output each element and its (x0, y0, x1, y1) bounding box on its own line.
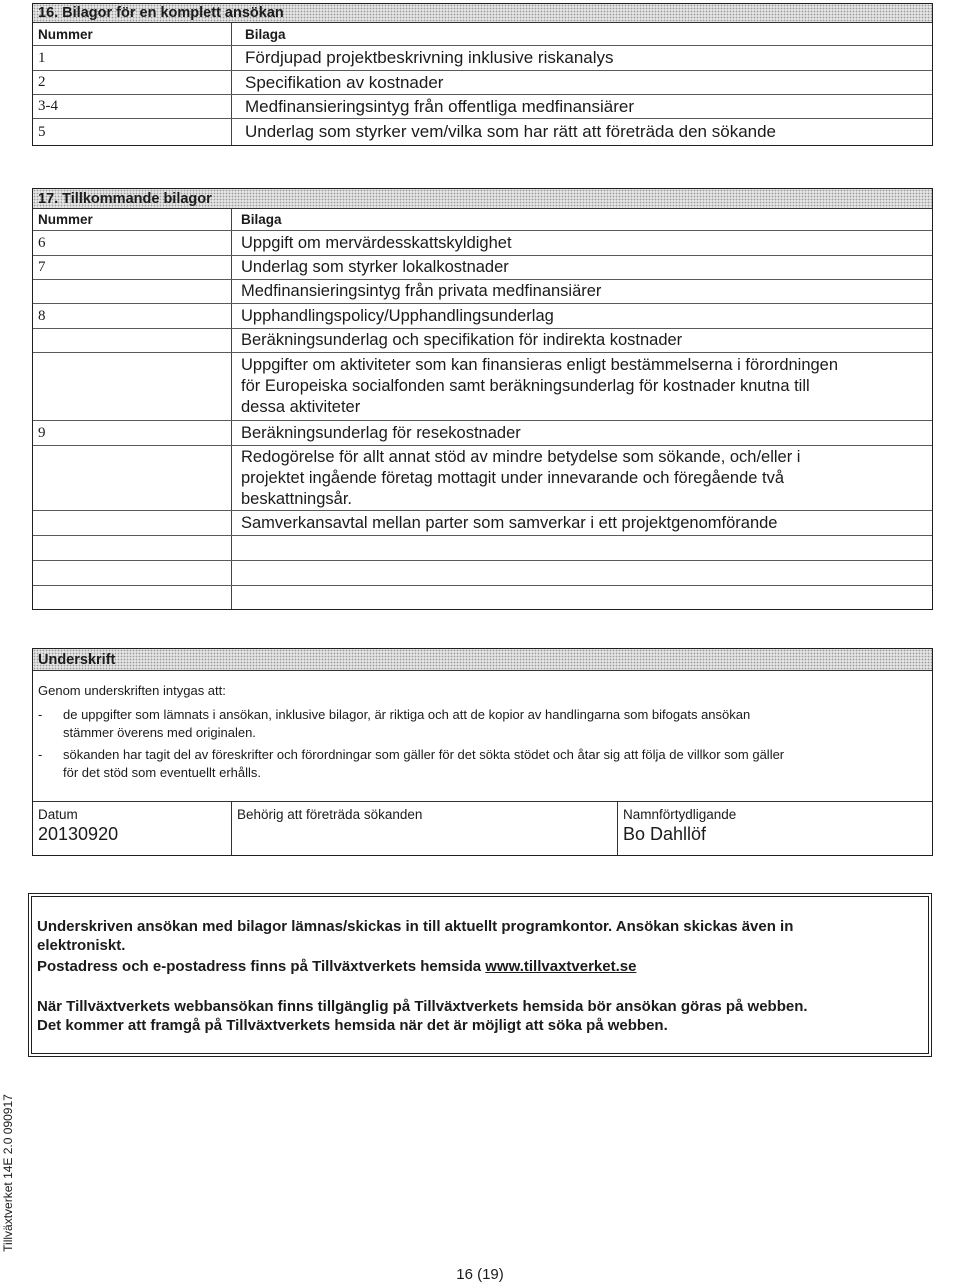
row-attachment-text-line: dessa aktiviteter (241, 398, 361, 416)
row-attachment-cell (232, 304, 932, 328)
signature-fields-row (33, 801, 932, 855)
row-attachment-text: Beräkningsunderlag för resekostnader (241, 423, 521, 442)
row-number: 7 (33, 256, 232, 279)
row-attachment-cell (232, 446, 932, 510)
table-row (33, 511, 932, 536)
column-header-attachment-cell (232, 209, 932, 230)
section-16-table (32, 3, 933, 146)
row-number-empty (33, 561, 232, 585)
table-row (33, 71, 932, 95)
row-attachment-cell (232, 231, 932, 255)
blank-row (33, 561, 932, 586)
notice-postal-prefix: Postadress och e-postadress finns på Tillväxtverkets hemsida (37, 958, 482, 975)
column-header-number: Nummer (33, 209, 232, 230)
row-attachment-text-line: för Europeiska socialfonden samt beräkningsunderlag för kostnader knutna till (241, 377, 810, 395)
bullet-text-line: de uppgifter som lämnats i ansökan, inklusive bilagor, är riktiga och att de kopior av handlingarna som bifogats ansökan (63, 707, 751, 722)
row-number-empty (33, 329, 232, 352)
blank-row (33, 586, 932, 609)
authorized-signature-field[interactable] (232, 802, 618, 855)
row-attachment-text-line: Redogörelse för allt annat stöd av mindre betydelse som sökande, och/eller i (241, 447, 801, 466)
submission-notice-box (28, 893, 932, 1057)
table-row (33, 256, 932, 280)
table-row (33, 421, 932, 446)
row-attachment-cell (232, 71, 932, 94)
bullet-text-line: för det stöd som eventuellt erhålls. (63, 765, 261, 780)
row-number-empty (33, 511, 232, 535)
row-number: 5 (33, 119, 232, 145)
row-attachment-text-line: beskattningsår. (241, 489, 352, 508)
row-attachment-text: Beräkningsunderlag och specifikation för indirekta kostnader (241, 331, 683, 349)
row-attachment-cell (232, 280, 932, 303)
row-attachment-text: Samverkansavtal mellan parter som samverkar i ett projektgenomförande (241, 513, 778, 532)
row-attachment-text: Upphandlingspolicy/Upphandlingsunderlag (241, 306, 554, 325)
column-header-attachment: Bilaga (245, 26, 286, 42)
row-attachment-text: Underlag som styrker lokalkostnader (241, 258, 509, 276)
row-attachment-cell (232, 95, 932, 118)
notice-line: Det kommer att framgå på Tillväxtverkets hemsida när det är möjligt att söka på webben. (37, 1017, 668, 1034)
date-label: Datum (38, 807, 78, 822)
row-number: 6 (33, 231, 232, 255)
name-clarification-value: Bo Dahllöf (623, 824, 707, 844)
table-row (33, 280, 932, 304)
row-attachment-text: Specifikation av kostnader (245, 72, 444, 92)
row-attachment-cell (232, 256, 932, 279)
section-17-title: 17. Tillkommande bilagor (33, 189, 932, 209)
table-row (33, 95, 932, 119)
row-attachment-cell (232, 511, 932, 535)
row-number-empty (33, 353, 232, 420)
section-16-title: 16. Bilagor för en komplett ansökan (33, 4, 932, 23)
row-number-empty (33, 536, 232, 560)
table-row (33, 119, 932, 145)
name-clarification-label: Namnförtydligande (623, 807, 737, 822)
notice-postal-line (37, 957, 636, 976)
bullet-marker: - (38, 747, 43, 762)
form-code: Tillväxtverket 14E 2.0 090917 (1, 1094, 15, 1252)
bullet-text-line: stämmer överens med originalen. (63, 725, 256, 740)
row-attachment-text: Medfinansieringsintyg från privata medfinansiärer (241, 282, 602, 300)
row-number: 2 (33, 71, 232, 94)
signature-section (32, 648, 933, 856)
row-attachment-empty (232, 561, 932, 585)
column-header-row (33, 209, 932, 231)
bullet-marker: - (38, 707, 43, 722)
table-row (33, 353, 932, 421)
row-attachment-cell (232, 46, 932, 70)
row-number: 8 (33, 304, 232, 328)
row-number-empty (33, 586, 232, 609)
row-attachment-text: Medfinansieringsintyg från offentliga medfinansiärer (245, 96, 635, 116)
row-attachment-text: Uppgift om mervärdesskattskyldighet (241, 233, 512, 252)
row-attachment-text: Fördjupad projektbeskrivning inklusive riskanalys (245, 48, 614, 67)
row-number: 3-4 (33, 95, 232, 118)
column-header-attachment-cell (232, 23, 932, 45)
authorized-signature-label: Behörig att företräda sökanden (237, 807, 423, 822)
column-header-number: Nummer (33, 23, 232, 45)
signature-intro: Genom underskriften intygas att: (38, 683, 226, 698)
signature-title: Underskrift (33, 649, 932, 671)
website-link[interactable]: www.tillvaxtverket.se (485, 958, 637, 975)
row-number: 9 (33, 421, 232, 445)
row-attachment-empty (232, 536, 932, 560)
table-row (33, 46, 932, 71)
table-row (33, 231, 932, 256)
row-attachment-text: Underlag som styrker vem/vilka som har rätt att företräda den sökande (245, 122, 777, 141)
date-value: 20130920 (38, 824, 119, 844)
table-row (33, 329, 932, 353)
blank-row (33, 536, 932, 561)
notice-line: Underskriven ansökan med bilagor lämnas/skickas in till aktuellt programkontor. Ansökan skickas även in (37, 918, 794, 935)
bullet-text-line: sökanden har tagit del av föreskrifter och förordningar som gäller för det sökta stödet och åtar sig att följa de villkor som gäller (63, 747, 785, 762)
table-row (33, 304, 932, 329)
row-attachment-cell (232, 329, 932, 352)
name-clarification-field[interactable] (618, 802, 932, 855)
column-header-row (33, 23, 932, 46)
column-header-attachment: Bilaga (241, 212, 282, 227)
section-17-table (32, 188, 933, 610)
date-field[interactable] (33, 802, 232, 855)
row-attachment-cell (232, 421, 932, 445)
row-attachment-cell (232, 353, 932, 420)
notice-line: elektroniskt. (37, 937, 126, 954)
page-number: 16 (19) (456, 1266, 504, 1283)
table-row (33, 446, 932, 511)
row-attachment-empty (232, 586, 932, 609)
row-number-empty (33, 446, 232, 510)
row-number: 1 (33, 46, 232, 70)
notice-line: När Tillväxtverkets webbansökan finns tillgänglig på Tillväxtverkets hemsida bör ansökan göras på webben. (37, 998, 808, 1015)
row-attachment-text-line: projektet ingående företag mottagit under innevarande och föregående två (241, 468, 785, 487)
row-attachment-text-line: Uppgifter om aktiviteter som kan finansieras enligt bestämmelserna i förordningen (241, 356, 839, 374)
row-number-empty (33, 280, 232, 303)
row-attachment-cell (232, 119, 932, 145)
